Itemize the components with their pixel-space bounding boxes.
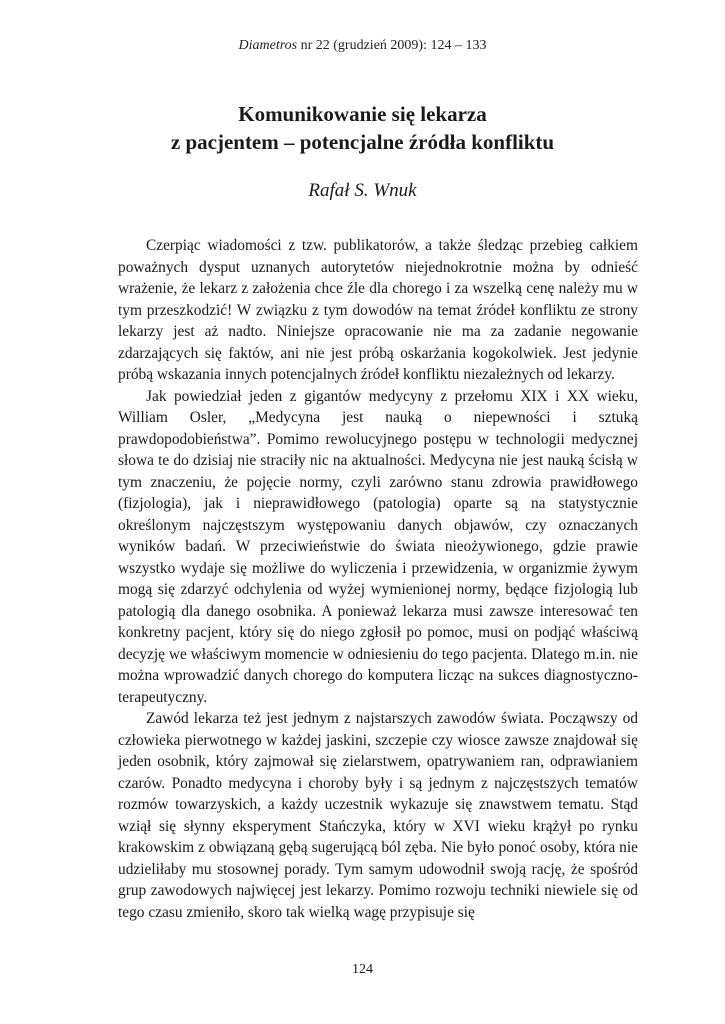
- author-name: Rafał S. Wnuk: [308, 180, 417, 201]
- article-body: [118, 235, 638, 923]
- article-title: [0, 100, 725, 156]
- running-header: [0, 38, 725, 54]
- paragraph-3: Zawód lekarza też jest jednym z najstarszych zawodów świata. Począwszy od człowieka pierwotnego w każdej jaskini, szczepie czy wiosce zawsze znajdował się jeden osobnik, który zajmował się zielarstwem, opatrywaniem ran, odprawianiem czarów. Ponadto medycyna i choroby były i są jednym z najczęstszych tematów rozmów towarzyskich, a każdy uczestnik wykazuje się znawstwem tematu. Stąd wziął się słynny eksperyment Stańczyka, który w XVI wieku krążył po rynku krakowskim z obwiązaną gębą sugerującą ból zęba. Nie było ponoć osoby, która nie udzieliłaby mu stosownej porady. Tym samym udowodnił swoją rację, że spośród grup zawodowych najwięcej jest lekarzy. Pomimo rozwoju techniki niewiele się od tego czasu zmieniło, skoro tak wielką wagę przypisuje się: [118, 710, 638, 921]
- paragraph-2: Jak powiedział jeden z gigantów medycyny z przełomu XIX i XX wieku, William Osler, „Medycyna jest nauką o niepewności i sztuką prawdopodobieństwa”. Pomimo rewolucyjnego postępu w technologii medycznej słowa te do dzisiaj nie straciły nic na aktualności. Medycyna nie jest nauką ścisłą w tym znaczeniu, że pojęcie normy, czyli zarówno stanu zdrowia prawidłowego (fizjologia), jak i nieprawidłowego (patologia) oparte są na statystycznie określonym najczęstszym występowaniu danych objawów, czy oznaczanych wyników badań. W przeciwieństwie do świata nieożywionego, gdzie prawie wszystko wydaje się możliwe do wyliczenia i przewidzenia, w organizmie żywym mogą się zdarzyć odchylenia od wyżej wymienionej normy, będące fizjologią lub patologią dla danego osobnika. A ponieważ lekarza musi zawsze interesować ten konkretny pacjent, który się do niego zgłosił po pomoc, musi on podjąć właściwą decyzję we właściwym momencie w odniesieniu do tego pacjenta. Dlatego m.in. nie można wprowadzić danych chorego do komputera licząc na sukces diagnostyczno-terapeutyczny.: [118, 387, 638, 706]
- title-line-1: Komunikowanie się lekarza: [238, 102, 487, 126]
- journal-name: Diametros: [238, 38, 298, 53]
- issue-info: nr 22 (grudzień 2009): 124 – 133: [297, 38, 487, 53]
- title-line-2: z pacjentem – potencjalne źródła konfliktu: [170, 130, 555, 154]
- paragraph-1: Czerpiąc wiadomości z tzw. publikatorów, a także śledząc przebieg całkiem poważnych dysput uznanych autorytetów niejednokrotnie można by odnieść wrażenie, że lekarz z założenia chce źle dla chorego i za wszelką cenę należy mu w tym przeszkodzić! W związku z tym dowodów na temat źródeł konfliktu ze strony lekarzy jest aż nadto. Niniejsze opracowanie nie ma za zadanie negowanie zdarzających się faktów, ani nie jest próbą oskarżania kogokolwiek. Jest jedynie próbą wskazania innych potencjalnych źródeł konfliktu niezależnych od lekarzy.: [118, 237, 638, 383]
- page-number: 124: [352, 962, 373, 977]
